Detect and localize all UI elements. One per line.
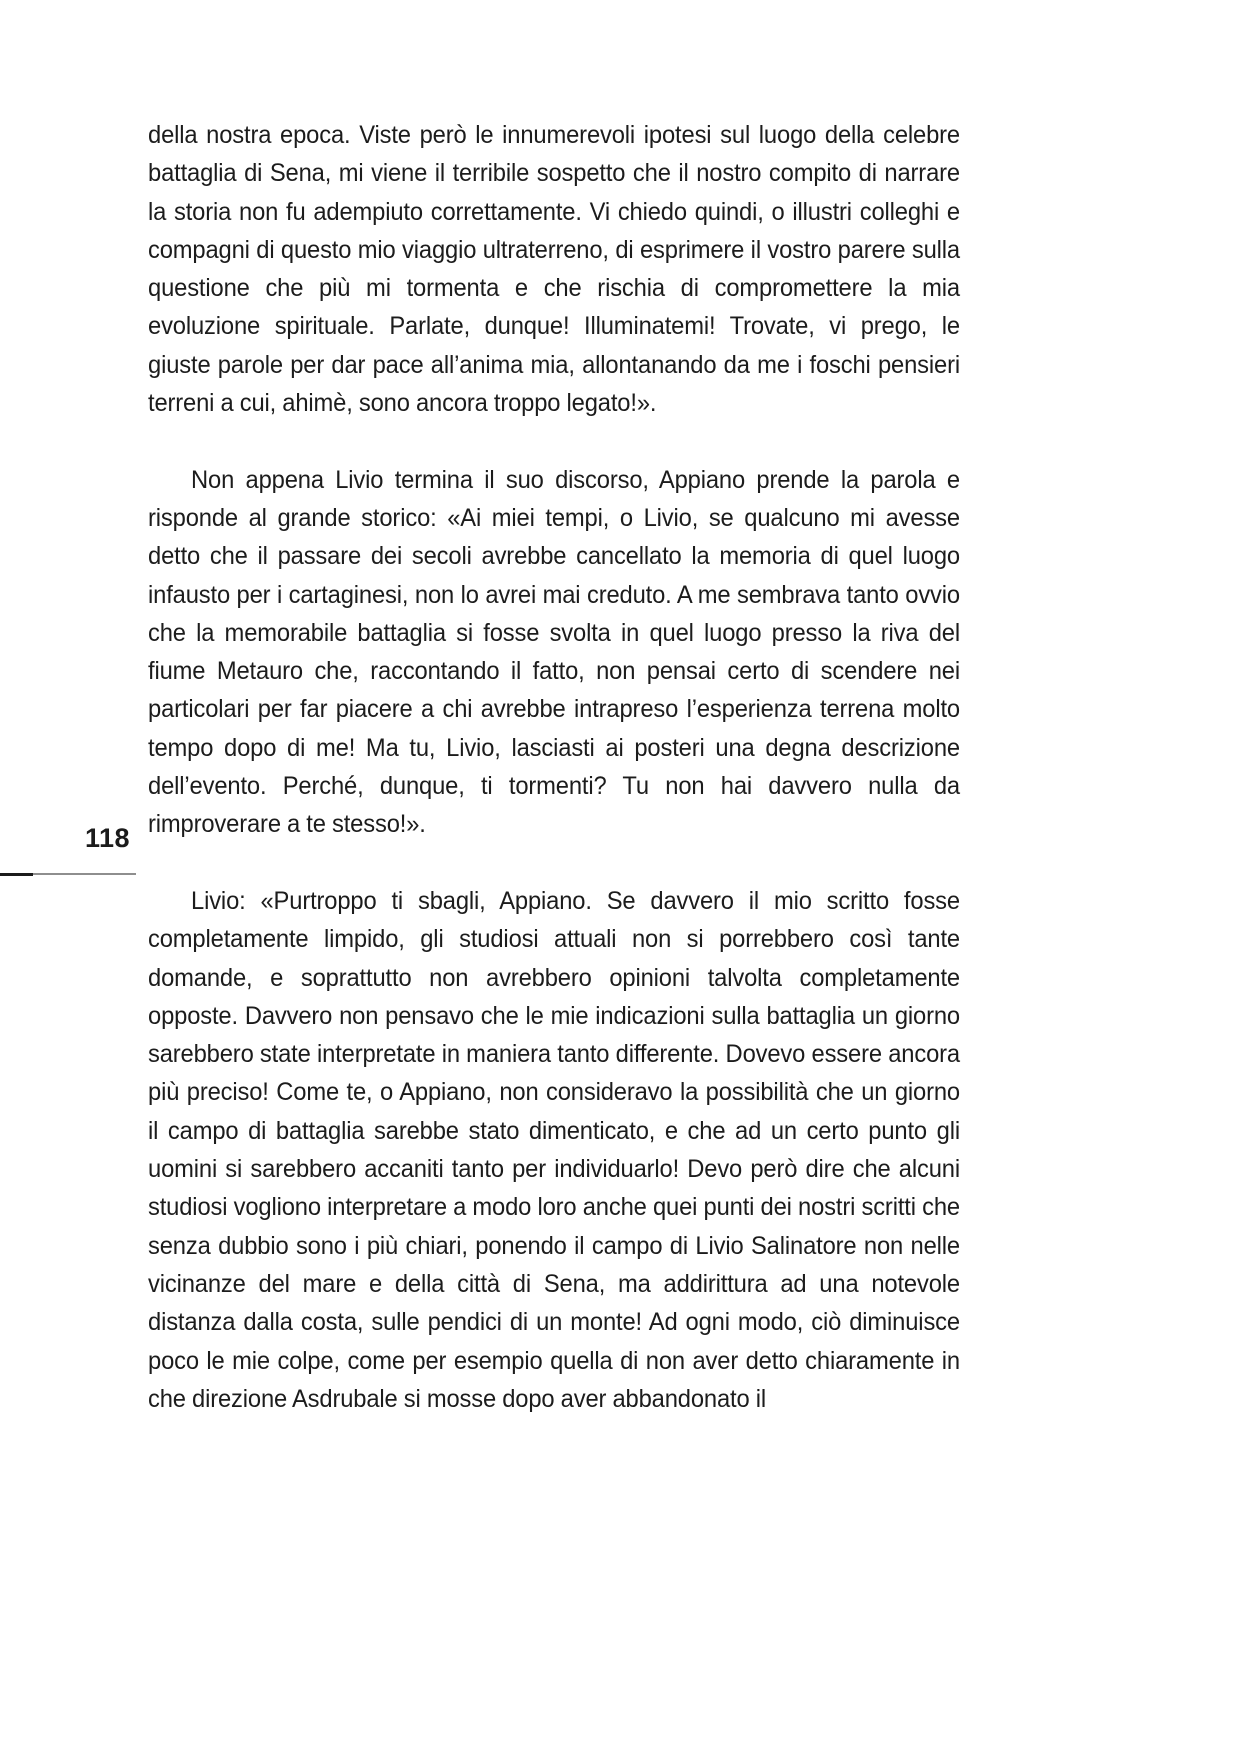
paragraph-1-text: della nostra epoca. Viste però le innumerevoli ipotesi sul luogo della celebre battaglia di Sena, mi viene il terribile sospetto che il nostro compito di narrare la storia non fu adempiuto correttamente. Vi chiedo quindi, o illustri colleghi e compagni di questo mio viaggio ultraterreno, di esprimere il vostro parere sulla questione che più mi tormenta e che rischia di compromettere la mia evoluzione spirituale. Parlate, dunque! Illuminatemi! Trovate, vi prego, le giuste parole per dar pace all’anima mia, allontanando da me i foschi pensieri terreni a cui, ahimè, sono ancora troppo legato!». xyxy=(148,121,960,418)
paragraph-2 xyxy=(148,461,960,882)
paragraph-1 xyxy=(148,116,960,461)
page-number: 118 xyxy=(84,823,130,853)
paragraph-2-text: Non appena Livio termina il suo discorso, Appiano prende la parola e risponde al grande storico: «Ai miei tempi, o Livio, se qualcuno mi avesse detto che il passare dei secoli avrebbe cancellato la memoria di quel luogo infausto per i cartaginesi, non lo avrei mai creduto. A me sembrava tanto ovvio che la memorabile battaglia si fosse svolta in quel luogo presso la riva del fiume Metauro che, raccontando il fatto, non pensai certo di scendere nei particolari per far piacere a chi avrebbe intrapreso l’esperienza terrena molto tempo dopo di me! Ma tu, Livio, lasciasti ai posteri una degna descrizione dell’evento. Perché, dunque, ti tormenti? Tu non hai davvero nulla da rimproverare a te stesso!». xyxy=(148,465,960,839)
folio-block xyxy=(0,823,136,879)
folio-rule-light-segment xyxy=(33,873,136,875)
folio-rule xyxy=(0,873,136,876)
folio-rule-dark-segment xyxy=(0,873,33,876)
paragraph-3 xyxy=(148,882,960,1418)
body-text-column xyxy=(148,116,960,1418)
paragraph-3-text: Livio: «Purtroppo ti sbagli, Appiano. Se davvero il mio scritto fosse completamente limpido, gli studiosi attuali non si porrebbero così tante domande, e soprattutto non avrebbero opinioni talvolta completamente opposte. Davvero non pensavo che le mie indicazioni sulla battaglia un giorno sarebbero state interpretate in maniera tanto differente. Dovevo essere ancora più preciso! Come te, o Appiano, non consideravo la possibilità che un giorno il campo di battaglia sarebbe stato dimenticato, e che ad un certo punto gli uomini si sarebbero accaniti tanto per individuarlo! Devo però dire che alcuni studiosi vogliono interpretare a modo loro anche quei punti dei nostri scritti che senza dubbio sono i più chiari, ponendo il campo di Livio Salinatore non nelle vicinanze del mare e della città di Sena, ma addirittura ad una notevole distanza dalla costa, sulle pendici di un monte! Ad ogni modo, ciò diminuisce poco le mie colpe, come per esempio quella di non aver detto chiaramente in che direzione Asdrubale si mosse dopo aver abbandonato il xyxy=(148,886,960,1413)
